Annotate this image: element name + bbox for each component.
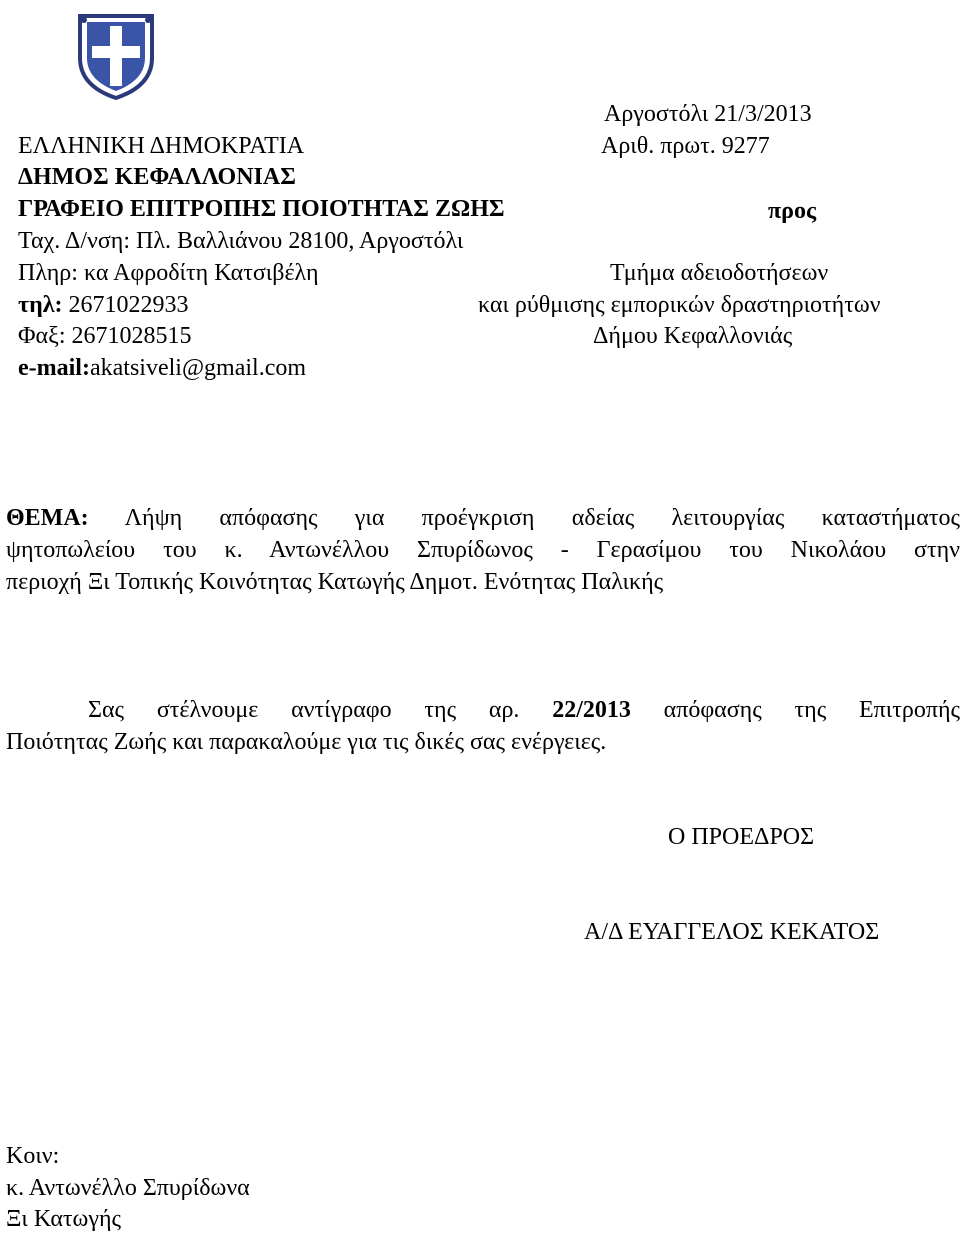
body-line-1 — [88, 695, 960, 725]
email-line — [18, 353, 306, 383]
protocol-number: 9277 — [721, 133, 770, 159]
decision-number: 22/2013 — [552, 697, 631, 723]
fax-line: Φαξ: 2671028515 — [18, 323, 192, 349]
document-date: Αργοστόλι 21/3/2013 — [604, 101, 812, 127]
subject-line-1 — [6, 503, 960, 533]
country-name: ΕΛΛΗΝΙΚΗ ΔΗΜΟΚΡΑΤΙΑ — [18, 133, 305, 159]
subject-text-1: Λήψη απόφασης για προέγκριση αδείας λειτουργίας καταστήματος — [124, 505, 960, 531]
greek-coat-of-arms-icon — [74, 12, 158, 102]
recipient-line-1: Τμήμα αδειοδοτήσεων — [610, 260, 829, 286]
signatory-name: Α/Δ ΕΥΑΓΓΕΛΟΣ ΚΕΚΑΤΟΣ — [584, 919, 880, 945]
to-label: προς — [768, 198, 817, 224]
protocol-number-line — [601, 131, 770, 161]
recipient-line-3: Δήμου Κεφαλλονιάς — [593, 323, 793, 349]
cc-label: Κοιν: — [6, 1143, 60, 1169]
phone-line — [18, 290, 188, 320]
municipality-name: ΔΗΜΟΣ ΚΕΦΑΛΛΟΝΙΑΣ — [18, 164, 296, 190]
office-name: ΓΡΑΦΕΙΟ ΕΠΙΤΡΟΠΗΣ ΠΟΙΟΤΗΤΑΣ ΖΩΗΣ — [18, 196, 505, 222]
body-text-1b: απόφασης της Επιτροπής — [663, 697, 960, 723]
postal-address: Ταχ. Δ/νση: Πλ. Βαλλιάνου 28100, Αργοστόλι — [18, 228, 464, 254]
subject-line-2: ψητοπωλείου του κ. Αντωνέλλου Σπυρίδωνος - Γερασίμου του Νικολάου στην — [6, 537, 960, 563]
email-address[interactable]: akatsiveli@gmail.com — [89, 355, 307, 381]
recipient-line-2: και ρύθμισης εμπορικών δραστηριοτήτων — [478, 292, 881, 318]
signature-title: Ο ΠΡΟΕΔΡΟΣ — [668, 824, 815, 850]
contact-person: Πληρ: κα Αφροδίτη Κατσιβέλη — [18, 260, 319, 286]
body-text-1a: Σας στέλνουμε αντίγραφο της αρ. — [88, 697, 520, 723]
phone-number: 2671022933 — [68, 292, 189, 318]
cc-line-1: κ. Αντωνέλλο Σπυρίδωνα — [6, 1175, 250, 1201]
protocol-label: Αριθ. πρωτ. — [601, 133, 716, 159]
subject-line-3: περιοχή Ξι Τοπικής Κοινότητας Κατωγής Δημοτ. Ενότητας Παλικής — [6, 569, 664, 595]
subject-label: ΘΕΜΑ: — [6, 505, 89, 531]
phone-label: τηλ: — [18, 292, 63, 318]
body-line-2: Ποιότητας Ζωής και παρακαλούμε για τις δικές σας ενέργειες. — [6, 729, 607, 755]
email-label: e-mail: — [18, 355, 90, 381]
cc-line-2: Ξι Κατωγής — [6, 1206, 122, 1232]
